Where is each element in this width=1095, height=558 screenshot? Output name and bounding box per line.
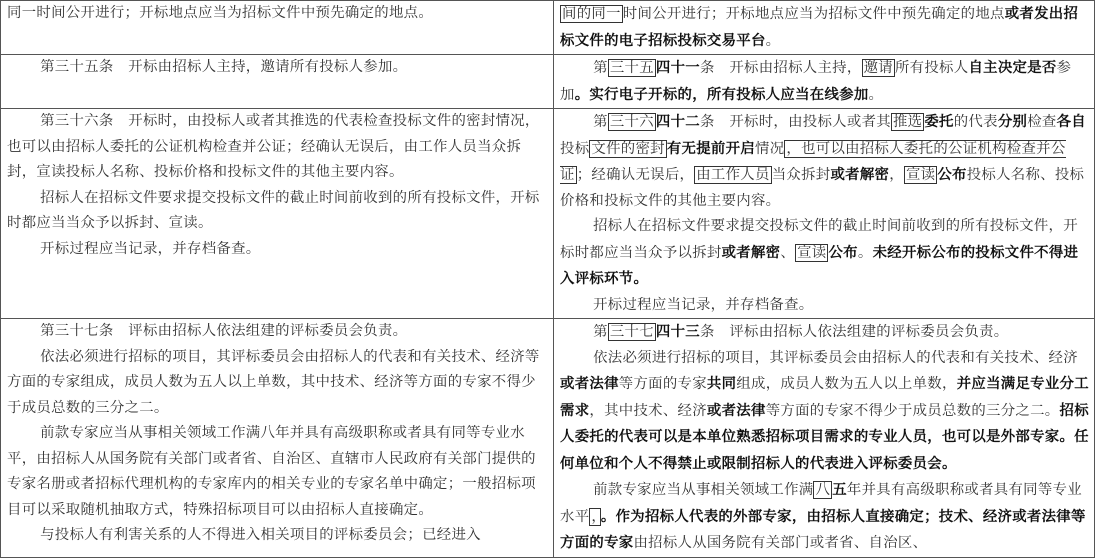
text-fragment: ；经确认无误后， <box>576 167 695 183</box>
text-fragment: 招标人在招标文件要求提交投标文件的截止时间前收到的所有投标文件，开标时都应当当众予以拆封 <box>560 218 1078 261</box>
added-text: 四十一 <box>655 59 700 76</box>
added-text: 共同 <box>706 375 737 392</box>
added-text: 并应当满足专业分工需求 <box>560 375 1089 419</box>
text-fragment: 投标人名称、投标价格和投标文件的其他主要内容。 <box>560 167 1085 209</box>
text-fragment: 时间公开进行；开标地点应当为招标文件中预先确定的地点 <box>622 6 1005 22</box>
added-text: 。实行电子开标的，所有投标人应当在线参加 <box>574 85 869 103</box>
marked-fragment: 邀请 <box>863 60 893 76</box>
article-42-new-para-2 <box>560 214 1090 293</box>
text-fragment: 依法必须进行招标的项目，其评标委员会由招标人的代表和有关技术、经济 <box>593 349 1078 366</box>
article-35-old: 第三十五条 开标由招标人主持，邀请所有投标人参加。 <box>40 59 408 75</box>
text-fragment: 的代表 <box>953 114 998 130</box>
article-42-new-para-1 <box>560 109 1090 214</box>
marked-fragment: 间的同一 <box>562 6 621 22</box>
article-41-new <box>560 55 1090 108</box>
article-43-new-para-1 <box>560 319 1090 346</box>
text-fragment: 条 评标由招标人依法组建的评标委员会负责。 <box>699 324 1009 340</box>
paragraph <box>560 1 1090 54</box>
added-text: 或者发出招标文件的电子招标投标交易平台 <box>560 5 1079 49</box>
old-text-cell <box>1 319 554 558</box>
article-42-new-para-3 <box>560 293 1090 319</box>
text-fragment: 开标过程应当记录，并存档备查。 <box>593 296 814 313</box>
added-text: 或者法律 <box>706 401 766 419</box>
added-text: 各自 <box>1056 113 1086 130</box>
marked-fragment: 推选 <box>892 114 923 130</box>
article-37-old-para-1: 第三十七条 评标由招标人依法组建的评标委员会负责。 <box>40 323 408 339</box>
added-text: 委托 <box>924 113 954 130</box>
added-text: 。作为招标人代表的外部专家，由招标人直接确定；技术、经济或者法律等方面的专家 <box>560 507 1086 551</box>
text-fragment: 年并具有高级职称或者具有同等专业水平 <box>560 482 1082 525</box>
text-fragment: 。 <box>857 244 873 261</box>
added-text: 公布 <box>937 166 967 183</box>
added-text: 招标人委托的代表可以是本单位熟悉招标项目需求的专业人员，也可以是外部专家。任何单位和个人不得禁止或限制招标人的代表进入评标委员会。 <box>560 401 1089 472</box>
text-fragment: 条 开标由招标人主持， <box>699 60 862 76</box>
article-36-old-para-1: 第三十六条 开标时，由投标人或者其推选的代表检查投标文件的密封情况，也可以由招标人委托的公证机构检查并公证；经确认无误后，由工作人员当众拆封，宣读投标人名称、投标价格和投标文件的其他主要内容。 <box>7 113 540 180</box>
article-43-new-para-3 <box>560 477 1090 557</box>
text-fragment: 组成，成员人数为五人以上单数， <box>736 376 957 392</box>
text-fragment: 等方面的专家不得少于成员总数的三分之二。 <box>765 402 1060 419</box>
text-fragment: 条 开标时，由投标人或者其 <box>699 114 891 130</box>
old-text-cell <box>1 1 554 55</box>
added-text: 或者解密 <box>721 243 781 261</box>
text-fragment: 检查 <box>1027 114 1057 130</box>
article-36-old-para-3: 开标过程应当记录，并存档备查。 <box>40 240 261 257</box>
added-text: 四十三 <box>655 323 700 340</box>
paragraph: 同一时间公开进行；开标地点应当为招标文件中预先确定的地点。 <box>7 5 434 21</box>
marked-fragment: 八 <box>815 482 831 498</box>
revised-text-cell <box>554 319 1095 558</box>
text-fragment: 投标 <box>560 140 590 157</box>
marked-fragment: 三十七 <box>609 324 654 340</box>
table-row <box>1 319 1095 558</box>
marked-fragment: 三十六 <box>609 114 654 130</box>
article-37-old-para-3: 前款专家应当从事相关领域工作满八年并具有高级职称或者具有同等专业水平，由招标人从国务院有关部门或者省、自治区、直辖市人民政府有关部门提供的专家名册或者招标代理机构的专家库内的相关专业的专家名单中确定；一般招标项目可以采取随机抽取方式，特殊招标项目可以由招标人直接确定。 <box>7 425 536 518</box>
marked-fragment: ， <box>591 508 599 525</box>
text-fragment: 前款专家应当从事相关领域工作满 <box>593 482 814 498</box>
article-36-old-para-2: 招标人在招标文件要求提交投标文件的截止时间前收到的所有投标文件，开标时都应当当众予以拆封、宣读。 <box>7 189 540 231</box>
marked-fragment: 由工作人员 <box>696 167 770 183</box>
revised-text-cell <box>554 1 1095 55</box>
text-fragment: 第 <box>593 60 608 76</box>
added-text: 有无提前开启 <box>666 139 756 157</box>
text-fragment: ，其中技术、经济 <box>589 402 707 419</box>
added-text: 未经开标公布的投标文件不得进入评标环节。 <box>560 243 1079 287</box>
text-fragment: 所有投标人 <box>894 60 969 76</box>
table-row <box>1 55 1095 109</box>
article-37-old-para-2: 依法必须进行招标的项目，其评标委员会由招标人的代表和有关技术、经济等方面的专家组成，成员人数为五人以上单数，其中技术、经济等方面的专家不得少于成员总数的三分之二。 <box>7 348 540 416</box>
table-row <box>1 109 1095 319</box>
marked-fragment: 文件的密封 <box>591 140 665 157</box>
text-fragment: 等方面的专家 <box>618 376 707 392</box>
added-text: 自主决定是否 <box>968 59 1057 76</box>
old-text-cell <box>1 109 554 319</box>
added-text: 五 <box>832 481 847 498</box>
added-text: 或者法律 <box>560 375 619 392</box>
marked-fragment: 宣读 <box>905 167 936 183</box>
revised-text-cell <box>554 55 1095 109</box>
table-row <box>1 1 1095 55</box>
text-fragment: 。 <box>868 86 884 103</box>
text-fragment: ， <box>889 167 904 183</box>
text-fragment: 第 <box>593 324 608 340</box>
marked-fragment: ，也可以由招标人委托的公证机构检查并公证 <box>560 140 1066 183</box>
text-fragment: 、 <box>780 244 796 261</box>
revised-text-cell <box>554 109 1095 319</box>
old-text-cell <box>1 55 554 109</box>
added-text: 四十二 <box>655 113 700 130</box>
text-fragment: 第 <box>593 114 608 130</box>
added-text: 或者解密 <box>830 166 890 183</box>
added-text: 公布 <box>828 243 858 261</box>
text-fragment: 由招标人从国务院有关部门或者省、自治区、 <box>633 535 928 551</box>
added-text: 分别 <box>997 113 1028 130</box>
article-37-old-para-4: 与投标人有利害关系的人不得进入相关项目的评标委员会；已经进入 <box>40 527 481 543</box>
marked-fragment: 三十五 <box>609 60 654 76</box>
text-fragment: 。 <box>765 32 781 49</box>
article-43-new-para-2 <box>560 346 1090 478</box>
marked-fragment: 宣读 <box>797 244 827 261</box>
text-fragment: 当众拆封 <box>771 167 831 183</box>
text-fragment: 情况 <box>755 140 785 157</box>
text-fragment: 参加 <box>560 60 1072 103</box>
